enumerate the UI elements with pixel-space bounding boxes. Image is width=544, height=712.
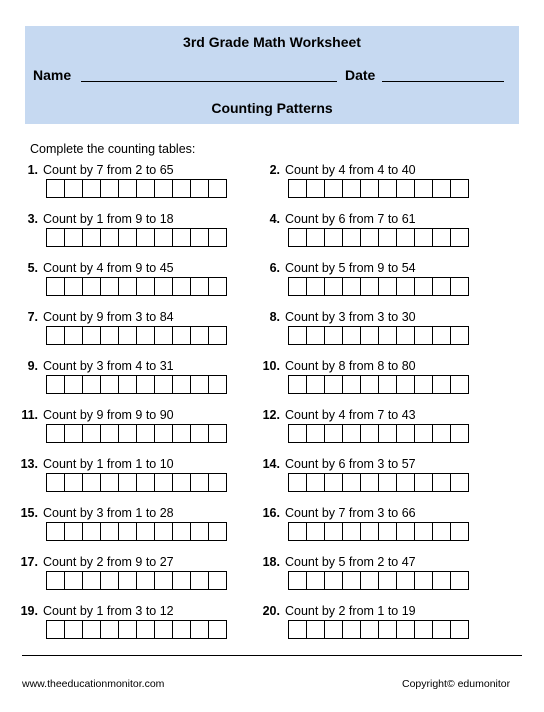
problem-number: 5.	[27, 261, 38, 275]
problem-number: 2.	[269, 163, 280, 177]
answer-box[interactable]	[450, 571, 469, 590]
answer-box[interactable]	[64, 571, 83, 590]
answer-box[interactable]	[342, 179, 361, 198]
answer-box[interactable]	[306, 228, 325, 247]
problem-item	[260, 604, 500, 650]
answer-boxes	[288, 375, 468, 394]
answer-box[interactable]	[450, 375, 469, 394]
problem-number: 14.	[262, 457, 280, 471]
problem-number: 19.	[20, 604, 38, 618]
answer-box[interactable]	[190, 522, 209, 541]
problem-number: 13.	[20, 457, 38, 471]
answer-box[interactable]	[118, 277, 137, 296]
answer-boxes	[46, 424, 226, 443]
answer-box[interactable]	[154, 424, 173, 443]
problem-item	[260, 408, 500, 454]
answer-box[interactable]	[360, 326, 379, 345]
answer-boxes	[288, 179, 468, 198]
answer-box[interactable]	[190, 326, 209, 345]
answer-box[interactable]	[360, 473, 379, 492]
answer-box[interactable]	[64, 375, 83, 394]
answer-box[interactable]	[396, 571, 415, 590]
answer-box[interactable]	[414, 620, 433, 639]
answer-box[interactable]	[306, 179, 325, 198]
problem-text: Count by 3 from 4 to 31	[43, 359, 174, 373]
answer-box[interactable]	[136, 179, 155, 198]
answer-box[interactable]	[324, 179, 343, 198]
problem-text: Count by 6 from 3 to 57	[285, 457, 416, 471]
answer-box[interactable]	[118, 326, 137, 345]
answer-box[interactable]	[360, 571, 379, 590]
answer-box[interactable]	[450, 228, 469, 247]
problem-text: Count by 6 from 7 to 61	[285, 212, 416, 226]
answer-box[interactable]	[378, 620, 397, 639]
answer-box[interactable]	[378, 571, 397, 590]
answer-boxes	[288, 620, 468, 639]
answer-box[interactable]	[378, 522, 397, 541]
answer-box[interactable]	[432, 375, 451, 394]
answer-box[interactable]	[172, 571, 191, 590]
answer-boxes	[288, 424, 468, 443]
problem-item	[18, 408, 258, 454]
answer-box[interactable]	[118, 179, 137, 198]
answer-box[interactable]	[82, 277, 101, 296]
answer-box[interactable]	[172, 620, 191, 639]
problem-text: Count by 2 from 1 to 19	[285, 604, 416, 618]
problem-item	[18, 359, 258, 405]
answer-box[interactable]	[360, 228, 379, 247]
answer-box[interactable]	[118, 620, 137, 639]
answer-box[interactable]	[118, 522, 137, 541]
answer-box[interactable]	[154, 179, 173, 198]
problem-text: Count by 9 from 3 to 84	[43, 310, 174, 324]
answer-box[interactable]	[64, 179, 83, 198]
answer-box[interactable]	[414, 424, 433, 443]
answer-boxes	[46, 277, 226, 296]
answer-box[interactable]	[396, 277, 415, 296]
answer-box[interactable]	[414, 473, 433, 492]
problem-item	[260, 506, 500, 552]
problem-number: 11.	[21, 408, 38, 422]
answer-box[interactable]	[324, 473, 343, 492]
problem-text: Count by 7 from 3 to 66	[285, 506, 416, 520]
answer-box[interactable]	[172, 522, 191, 541]
answer-box[interactable]	[414, 228, 433, 247]
answer-box[interactable]	[208, 326, 227, 345]
answer-box[interactable]	[82, 571, 101, 590]
problem-text: Count by 1 from 1 to 10	[43, 457, 174, 471]
answer-box[interactable]	[118, 375, 137, 394]
answer-box[interactable]	[342, 473, 361, 492]
problem-item	[260, 212, 500, 258]
problem-number: 8.	[269, 310, 280, 324]
answer-box[interactable]	[432, 473, 451, 492]
answer-box[interactable]	[324, 326, 343, 345]
answer-box[interactable]	[136, 375, 155, 394]
answer-box[interactable]	[288, 375, 307, 394]
answer-box[interactable]	[414, 375, 433, 394]
answer-box[interactable]	[288, 228, 307, 247]
answer-boxes	[46, 473, 226, 492]
answer-box[interactable]	[190, 473, 209, 492]
answer-box[interactable]	[46, 473, 65, 492]
answer-box[interactable]	[324, 424, 343, 443]
answer-box[interactable]	[306, 522, 325, 541]
answer-box[interactable]	[190, 277, 209, 296]
answer-box[interactable]	[100, 375, 119, 394]
answer-box[interactable]	[100, 571, 119, 590]
answer-box[interactable]	[64, 228, 83, 247]
footer-divider	[22, 655, 522, 656]
answer-box[interactable]	[100, 228, 119, 247]
answer-box[interactable]	[378, 277, 397, 296]
answer-box[interactable]	[360, 375, 379, 394]
answer-box[interactable]	[450, 522, 469, 541]
answer-box[interactable]	[190, 375, 209, 394]
problem-text: Count by 3 from 3 to 30	[285, 310, 416, 324]
answer-box[interactable]	[432, 571, 451, 590]
answer-box[interactable]	[342, 571, 361, 590]
answer-box[interactable]	[190, 620, 209, 639]
problem-number: 16.	[262, 506, 280, 520]
answer-box[interactable]	[288, 571, 307, 590]
problem-item	[18, 457, 258, 503]
answer-box[interactable]	[324, 375, 343, 394]
answer-box[interactable]	[100, 473, 119, 492]
answer-box[interactable]	[208, 277, 227, 296]
answer-box[interactable]	[154, 326, 173, 345]
problem-number: 4.	[269, 212, 280, 226]
answer-box[interactable]	[378, 326, 397, 345]
answer-box[interactable]	[118, 228, 137, 247]
answer-boxes	[288, 571, 468, 590]
problem-number: 18.	[262, 555, 280, 569]
answer-box[interactable]	[288, 277, 307, 296]
answer-box[interactable]	[136, 620, 155, 639]
answer-box[interactable]	[342, 277, 361, 296]
answer-box[interactable]	[136, 424, 155, 443]
answer-box[interactable]	[432, 228, 451, 247]
answer-box[interactable]	[324, 522, 343, 541]
answer-box[interactable]	[172, 326, 191, 345]
answer-box[interactable]	[306, 375, 325, 394]
answer-box[interactable]	[46, 228, 65, 247]
problem-text: Count by 9 from 9 to 90	[43, 408, 174, 422]
problem-item	[18, 555, 258, 601]
answer-box[interactable]	[154, 473, 173, 492]
answer-boxes	[46, 326, 226, 345]
problem-item	[260, 310, 500, 356]
answer-box[interactable]	[306, 571, 325, 590]
problem-number: 9.	[27, 359, 38, 373]
problem-text: Count by 5 from 9 to 54	[285, 261, 416, 275]
answer-box[interactable]	[450, 326, 469, 345]
problem-text: Count by 4 from 7 to 43	[285, 408, 416, 422]
problem-item	[18, 163, 258, 209]
answer-box[interactable]	[82, 424, 101, 443]
answer-box[interactable]	[208, 522, 227, 541]
answer-box[interactable]	[432, 326, 451, 345]
answer-box[interactable]	[64, 326, 83, 345]
answer-box[interactable]	[288, 473, 307, 492]
answer-box[interactable]	[288, 522, 307, 541]
problem-text: Count by 1 from 3 to 12	[43, 604, 174, 618]
answer-box[interactable]	[64, 473, 83, 492]
answer-boxes	[46, 571, 226, 590]
answer-box[interactable]	[82, 179, 101, 198]
answer-box[interactable]	[172, 375, 191, 394]
answer-box[interactable]	[432, 522, 451, 541]
answer-box[interactable]	[360, 424, 379, 443]
answer-box[interactable]	[82, 522, 101, 541]
answer-boxes	[288, 522, 468, 541]
answer-box[interactable]	[450, 179, 469, 198]
answer-box[interactable]	[118, 571, 137, 590]
answer-box[interactable]	[208, 179, 227, 198]
answer-box[interactable]	[64, 277, 83, 296]
answer-boxes	[288, 228, 468, 247]
answer-box[interactable]	[324, 228, 343, 247]
answer-box[interactable]	[154, 228, 173, 247]
problem-text: Count by 8 from 8 to 80	[285, 359, 416, 373]
answer-box[interactable]	[154, 375, 173, 394]
answer-box[interactable]	[288, 620, 307, 639]
answer-box[interactable]	[306, 277, 325, 296]
answer-box[interactable]	[46, 620, 65, 639]
answer-boxes	[46, 179, 226, 198]
answer-box[interactable]	[172, 277, 191, 296]
answer-box[interactable]	[46, 179, 65, 198]
answer-box[interactable]	[82, 375, 101, 394]
answer-box[interactable]	[342, 620, 361, 639]
answer-box[interactable]	[172, 473, 191, 492]
problem-number: 20.	[262, 604, 280, 618]
answer-box[interactable]	[100, 326, 119, 345]
answer-box[interactable]	[154, 620, 173, 639]
answer-box[interactable]	[82, 228, 101, 247]
answer-box[interactable]	[324, 277, 343, 296]
name-label: Name	[33, 67, 72, 83]
answer-box[interactable]	[414, 326, 433, 345]
answer-box[interactable]	[190, 228, 209, 247]
problem-item	[18, 506, 258, 552]
answer-box[interactable]	[450, 620, 469, 639]
answer-box[interactable]	[360, 277, 379, 296]
problem-number: 3.	[27, 212, 38, 226]
answer-box[interactable]	[118, 424, 137, 443]
answer-box[interactable]	[82, 620, 101, 639]
answer-box[interactable]	[396, 375, 415, 394]
answer-box[interactable]	[342, 375, 361, 394]
problem-item	[260, 555, 500, 601]
answer-box[interactable]	[360, 522, 379, 541]
problem-text: Count by 4 from 9 to 45	[43, 261, 174, 275]
answer-box[interactable]	[360, 179, 379, 198]
answer-box[interactable]	[208, 375, 227, 394]
answer-box[interactable]	[414, 179, 433, 198]
answer-box[interactable]	[208, 424, 227, 443]
answer-box[interactable]	[396, 179, 415, 198]
problem-text: Count by 7 from 2 to 65	[43, 163, 174, 177]
answer-box[interactable]	[396, 326, 415, 345]
answer-box[interactable]	[396, 424, 415, 443]
problem-text: Count by 5 from 2 to 47	[285, 555, 416, 569]
answer-box[interactable]	[172, 228, 191, 247]
answer-boxes	[46, 522, 226, 541]
instructions: Complete the counting tables:	[30, 142, 196, 156]
problem-item	[260, 359, 500, 405]
answer-box[interactable]	[46, 424, 65, 443]
problem-number: 15.	[20, 506, 38, 520]
problem-number: 12.	[262, 408, 280, 422]
problem-text: Count by 2 from 9 to 27	[43, 555, 174, 569]
answer-box[interactable]	[46, 277, 65, 296]
answer-box[interactable]	[378, 228, 397, 247]
answer-box[interactable]	[432, 620, 451, 639]
problem-text: Count by 3 from 1 to 28	[43, 506, 174, 520]
answer-box[interactable]	[396, 473, 415, 492]
problem-item	[18, 604, 258, 650]
answer-box[interactable]	[208, 473, 227, 492]
answer-box[interactable]	[100, 179, 119, 198]
answer-box[interactable]	[82, 473, 101, 492]
answer-box[interactable]	[64, 522, 83, 541]
answer-box[interactable]	[136, 228, 155, 247]
answer-box[interactable]	[172, 424, 191, 443]
answer-box[interactable]	[342, 522, 361, 541]
answer-boxes	[46, 375, 226, 394]
answer-boxes	[46, 620, 226, 639]
answer-box[interactable]	[342, 326, 361, 345]
footer-copyright: Copyright© edumonitor	[402, 678, 511, 690]
answer-box[interactable]	[378, 424, 397, 443]
answer-box[interactable]	[378, 473, 397, 492]
problem-number: 6.	[269, 261, 280, 275]
answer-box[interactable]	[360, 620, 379, 639]
answer-boxes	[288, 326, 468, 345]
answer-box[interactable]	[136, 571, 155, 590]
answer-box[interactable]	[136, 473, 155, 492]
answer-box[interactable]	[288, 424, 307, 443]
answer-box[interactable]	[378, 179, 397, 198]
answer-box[interactable]	[172, 179, 191, 198]
answer-box[interactable]	[190, 571, 209, 590]
answer-box[interactable]	[136, 522, 155, 541]
answer-box[interactable]	[450, 424, 469, 443]
answer-box[interactable]	[414, 522, 433, 541]
problem-item	[260, 163, 500, 209]
answer-box[interactable]	[154, 571, 173, 590]
answer-box[interactable]	[414, 571, 433, 590]
answer-box[interactable]	[306, 424, 325, 443]
answer-box[interactable]	[46, 326, 65, 345]
problem-number: 17.	[20, 555, 38, 569]
problem-item	[18, 212, 258, 258]
problem-item	[18, 261, 258, 307]
answer-box[interactable]	[288, 179, 307, 198]
answer-box[interactable]	[64, 620, 83, 639]
answer-box[interactable]	[342, 228, 361, 247]
answer-box[interactable]	[432, 179, 451, 198]
answer-box[interactable]	[414, 277, 433, 296]
problem-text: Count by 4 from 4 to 40	[285, 163, 416, 177]
answer-box[interactable]	[190, 424, 209, 443]
answer-box[interactable]	[100, 620, 119, 639]
problem-number: 1.	[27, 163, 38, 177]
answer-boxes	[288, 277, 468, 296]
worksheet-subtitle: Counting Patterns	[211, 100, 333, 116]
answer-box[interactable]	[208, 620, 227, 639]
answer-box[interactable]	[100, 277, 119, 296]
answer-box[interactable]	[154, 277, 173, 296]
problem-number: 7.	[27, 310, 38, 324]
answer-box[interactable]	[64, 424, 83, 443]
problem-number: 10.	[262, 359, 280, 373]
answer-box[interactable]	[154, 522, 173, 541]
answer-box[interactable]	[396, 522, 415, 541]
answer-box[interactable]	[450, 277, 469, 296]
answer-box[interactable]	[306, 620, 325, 639]
answer-box[interactable]	[46, 571, 65, 590]
answer-box[interactable]	[342, 424, 361, 443]
problem-item	[18, 310, 258, 356]
problem-text: Count by 1 from 9 to 18	[43, 212, 174, 226]
answer-box[interactable]	[100, 522, 119, 541]
footer-website: www.theeducationmonitor.com	[22, 678, 165, 690]
answer-box[interactable]	[396, 620, 415, 639]
answer-box[interactable]	[306, 326, 325, 345]
answer-box[interactable]	[432, 277, 451, 296]
answer-boxes	[46, 228, 226, 247]
answer-box[interactable]	[46, 522, 65, 541]
answer-box[interactable]	[136, 326, 155, 345]
answer-box[interactable]	[306, 473, 325, 492]
answer-box[interactable]	[208, 228, 227, 247]
worksheet-title: 3rd Grade Math Worksheet	[183, 34, 361, 50]
date-label: Date	[345, 67, 376, 83]
answer-box[interactable]	[396, 228, 415, 247]
answer-box[interactable]	[324, 571, 343, 590]
problem-item	[260, 261, 500, 307]
answer-box[interactable]	[432, 424, 451, 443]
problem-item	[260, 457, 500, 503]
answer-box[interactable]	[136, 277, 155, 296]
answer-box[interactable]	[118, 473, 137, 492]
answer-box[interactable]	[100, 424, 119, 443]
answer-boxes	[288, 473, 468, 492]
answer-box[interactable]	[288, 326, 307, 345]
answer-box[interactable]	[450, 473, 469, 492]
answer-box[interactable]	[190, 179, 209, 198]
answer-box[interactable]	[82, 326, 101, 345]
answer-box[interactable]	[46, 375, 65, 394]
answer-box[interactable]	[208, 571, 227, 590]
answer-box[interactable]	[378, 375, 397, 394]
answer-box[interactable]	[324, 620, 343, 639]
